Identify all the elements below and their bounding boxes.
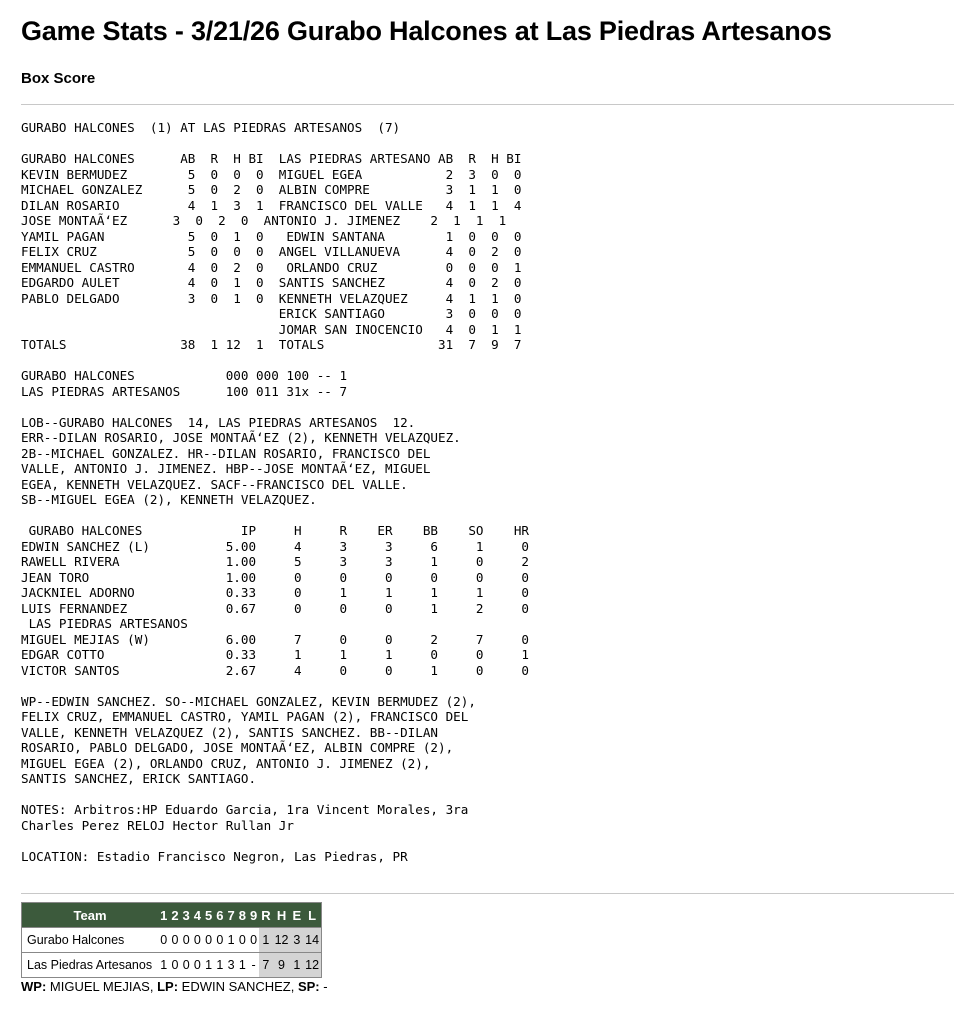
linescore-runs-cell: 1 bbox=[259, 928, 272, 953]
linescore-inning-cell: 1 bbox=[214, 953, 225, 978]
linescore-inning-cell: 1 bbox=[203, 953, 214, 978]
linescore-team-name: Gurabo Halcones bbox=[22, 928, 159, 953]
linescore-inning-cell: 0 bbox=[192, 928, 203, 953]
linescore-header-inning: 7 bbox=[225, 903, 236, 928]
linescore-row-home bbox=[22, 953, 322, 978]
box-score-text: GURABO HALCONES (1) AT LAS PIEDRAS ARTESANOS (7) GURABO HALCONES AB R H BI LAS PIEDRAS ARTESANO AB R H BI KEVIN BERMUDEZ 5 0 0 0 MIGUEL EGEA 2 3 0 0 MICHAEL GONZALEZ 5 0 2 0 ALBIN COMPRE 3 1 1 0 DILAN ROSARIO 4 1 3 1 FRANCISCO DEL VALLE 4 1 1 4 JOSE MONTAÃ‘EZ 3 0 2 0 ANTONIO J. JIMENEZ 2 1 1 1 YAMIL PAGAN 5 0 1 0 EDWIN SANTANA 1 0 0 0 FELIX CRUZ 5 0 0 0 ANGEL VILLANUEVA 4 0 2 0 EMMANUEL CASTRO 4 0 2 0 ORLANDO CRUZ 0 0 0 1 EDGARDO AULET 4 0 1 0 SANTIS SANCHEZ 4 0 2 0 PABLO DELGADO 3 0 1 0 KENNETH VELAZQUEZ 4 1 1 0 ERICK SANTIAGO 3 0 0 0 JOMAR SAN INOCENCIO 4 0 1 1 TOTALS 38 1 12 1 TOTALS 31 7 9 7 GURABO HALCONES 000 000 100 -- 1 LAS PIEDRAS ARTESANOS 100 011 31x -- 7 LOB--GURABO HALCONES 14, LAS PIEDRAS ARTESANOS 12. ERR--DILAN ROSARIO, JOSE MONTAÃ‘EZ (2), KENNETH VELAZQUEZ. 2B--MICHAEL GONZALEZ. HR--DILAN ROSARIO, FRANCISCO DEL VALLE, ANTONIO J. JIMENEZ. HBP--JOSE MONTAÃ‘EZ, MIGUEL EGEA, KENNETH VELAZQUEZ. SACF--FRANCISCO DEL VALLE. SB--MIGUEL EGEA (2), KENNETH VELAZQUEZ. GURABO HALCONES IP H R ER BB SO HR EDWIN SANCHEZ (L) 5.00 4 3 3 6 1 0 RAWELL RIVERA 1.00 5 3 3 1 0 2 JEAN TORO 1.00 0 0 0 0 0 0 JACKNIEL ADORNO 0.33 0 1 1 1 1 0 LUIS FERNANDEZ 0.67 0 0 0 1 2 0 LAS PIEDRAS ARTESANOS MIGUEL MEJIAS (W) 6.00 7 0 0 2 7 0 EDGAR COTTO 0.33 1 1 1 0 0 1 VICTOR SANTOS 2.67 4 0 0 1 0 0 WP--EDWIN SANCHEZ. SO--MICHAEL GONZALEZ, KEVIN BERMUDEZ (2), FELIX CRUZ, EMMANUEL CASTRO, YAMIL PAGAN (2), FRANCISCO DEL VALLE, KENNETH VELAZQUEZ (2), SANTIS SANCHEZ. BB--DILAN ROSARIO, PABLO DELGADO, JOSE MONTAÃ‘EZ, ALBIN COMPRE (2), MIGUEL EGEA (2), ORLANDO CRUZ, ANTONIO J. JIMENEZ (2), SANTIS SANCHEZ, ERICK SANTIAGO. NOTES: Arbitros:HP Eduardo Garcia, 1ra Vincent Morales, 3ra Charles Perez RELOJ Hector Rullan Jr LOCATION: Estadio Francisco Negron, Las Piedras, PR bbox=[21, 120, 529, 864]
wp-label: WP: bbox=[21, 979, 47, 994]
linescore-inning-cell: 1 bbox=[158, 953, 169, 978]
divider-bottom bbox=[21, 893, 954, 894]
divider-top bbox=[21, 104, 954, 105]
linescore-hits-cell: 12 bbox=[273, 928, 291, 953]
linescore-lob-cell: 12 bbox=[303, 953, 321, 978]
linescore-inning-cell: 1 bbox=[225, 928, 236, 953]
linescore-errors-cell: 3 bbox=[290, 928, 303, 953]
linescore-header-inning: 8 bbox=[237, 903, 248, 928]
linescore-header-inning: 4 bbox=[192, 903, 203, 928]
page-title: Game Stats - 3/21/26 Gurabo Halcones at Las Piedras Artesanos bbox=[21, 16, 832, 46]
linescore-hits-cell: 9 bbox=[273, 953, 291, 978]
section-title: Box Score bbox=[21, 70, 96, 87]
linescore-errors-cell: 1 bbox=[290, 953, 303, 978]
linescore-lob-cell: 14 bbox=[303, 928, 321, 953]
linescore-inning-cell: 0 bbox=[169, 928, 180, 953]
linescore-header-errors: E bbox=[290, 903, 303, 928]
linescore-inning-cell: 0 bbox=[158, 928, 169, 953]
pitching-decisions bbox=[21, 979, 328, 994]
linescore-inning-cell: 0 bbox=[169, 953, 180, 978]
winning-pitcher: MIGUEL MEJIAS, bbox=[49, 979, 154, 994]
linescore-runs-cell: 7 bbox=[259, 953, 272, 978]
linescore-header-inning: 9 bbox=[248, 903, 259, 928]
linescore-row-away bbox=[22, 928, 322, 953]
linescore-header-inning: 6 bbox=[214, 903, 225, 928]
linescore-inning-cell: 0 bbox=[214, 928, 225, 953]
linescore-inning-cell: 0 bbox=[248, 928, 259, 953]
linescore-header-inning: 5 bbox=[203, 903, 214, 928]
save-pitcher: - bbox=[323, 979, 328, 994]
linescore-inning-cell: 0 bbox=[181, 928, 192, 953]
linescore-header-team: Team bbox=[22, 903, 159, 928]
linescore-header-inning: 2 bbox=[169, 903, 180, 928]
sp-label: SP: bbox=[297, 979, 320, 994]
linescore-table bbox=[21, 902, 322, 978]
linescore-header-runs: R bbox=[259, 903, 272, 928]
linescore-header-row bbox=[22, 903, 322, 928]
linescore-header-inning: 3 bbox=[181, 903, 192, 928]
linescore-team-name: Las Piedras Artesanos bbox=[22, 953, 159, 978]
linescore-inning-cell: - bbox=[248, 953, 259, 978]
linescore-inning-cell: 1 bbox=[237, 953, 248, 978]
linescore-header-lob: L bbox=[303, 903, 321, 928]
linescore-header-hits: H bbox=[273, 903, 291, 928]
linescore-inning-cell: 0 bbox=[203, 928, 214, 953]
losing-pitcher: EDWIN SANCHEZ, bbox=[181, 979, 295, 994]
linescore-inning-cell: 0 bbox=[237, 928, 248, 953]
linescore-inning-cell: 3 bbox=[225, 953, 236, 978]
lp-label: LP: bbox=[157, 979, 179, 994]
linescore-header-inning: 1 bbox=[158, 903, 169, 928]
linescore-inning-cell: 0 bbox=[192, 953, 203, 978]
linescore-inning-cell: 0 bbox=[181, 953, 192, 978]
